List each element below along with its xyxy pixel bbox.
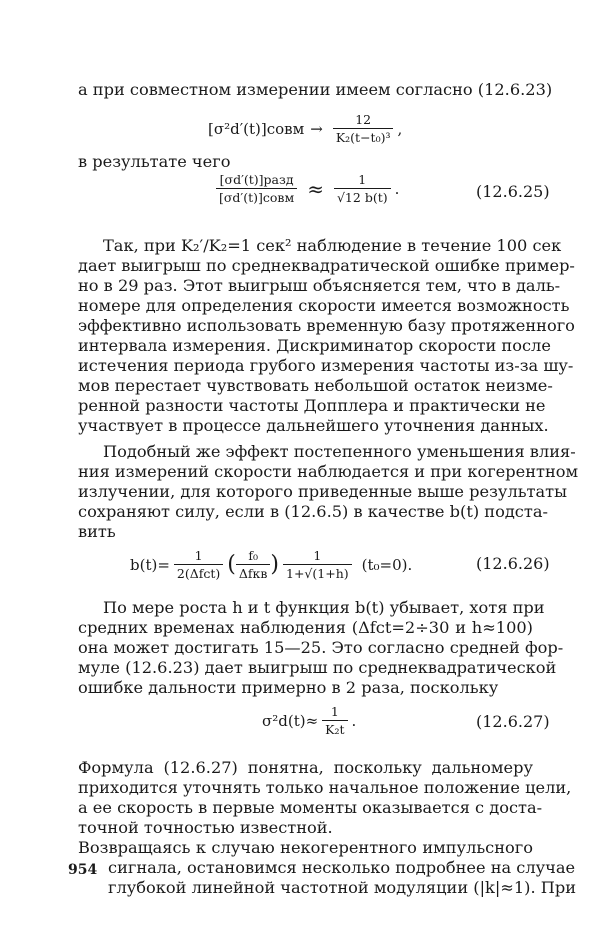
eq-tail: . bbox=[394, 179, 400, 198]
text-line: она может достигать 15—25. Это согласно средней фор- bbox=[78, 638, 564, 657]
eq-condition: (t₀=0). bbox=[361, 555, 413, 574]
eq-fraction bbox=[236, 548, 271, 581]
text-line: а при совместном измерении имеем согласно (12.6.23) bbox=[78, 80, 553, 99]
text-line: сигнала, остановимся несколько подробнее на случае bbox=[108, 858, 576, 877]
eq-fraction bbox=[283, 548, 352, 581]
text-line: эффективно использовать временную базу протяженного bbox=[78, 316, 575, 335]
eq-denominator: Δfкв bbox=[236, 564, 271, 581]
text-line: интервала измерения. Дискриминатор скорости после bbox=[78, 336, 551, 355]
text-line: Так, при K₂′/K₂=1 сек² наблюдение в течение 100 сек bbox=[103, 236, 562, 255]
eq-denominator: K₂(t−t₀)³ bbox=[333, 128, 394, 145]
eq-fraction bbox=[216, 172, 297, 205]
text-line: дает выигрыш по среднеквадратической ошибке пример- bbox=[78, 256, 575, 275]
text-line: мов перестает чувствовать небольшой остаток неизме- bbox=[78, 376, 553, 395]
eq-denominator: 2(Δfᴄt) bbox=[174, 564, 223, 581]
eq-tail: . bbox=[351, 711, 357, 730]
eq-numerator: f₀ bbox=[248, 548, 258, 563]
text-line: истечения периода грубого измерения частоты из-за шу- bbox=[78, 356, 574, 375]
eq-fraction bbox=[322, 704, 347, 737]
eq-denominator: [σd′(t)]совм bbox=[216, 188, 297, 205]
text-line: приходится уточнять только начальное положение цели, bbox=[78, 778, 572, 797]
text-line: в результате чего bbox=[78, 152, 231, 171]
text-line: ренной разности частоты Допплера и практически не bbox=[78, 396, 546, 415]
equation-number: (12.6.25) bbox=[476, 182, 550, 201]
equation-12-6-26: b(t)= $\frac{1}{\text{2(Δfᴄt)}}$ ( $\frac{\text{f₀}}{\text{Δfкв}}$ ) $\frac{1}{1+√(1+h)}$ (t₀=0). bbox=[130, 548, 413, 581]
text-line: Формула (12.6.27) понятна, поскольку дальномеру bbox=[78, 758, 533, 777]
eq-numerator: 12 bbox=[355, 112, 372, 127]
eq-denominator: 1+√(1+h) bbox=[283, 564, 352, 581]
eq-fraction bbox=[333, 112, 394, 145]
text-line: точной точностью известной. bbox=[78, 818, 333, 837]
text-line: вить bbox=[78, 522, 116, 541]
text-line: муле (12.6.23) дает выигрыш по среднеквадратической bbox=[78, 658, 557, 677]
text-line: номере для определения скорости имеется возможность bbox=[78, 296, 570, 315]
text-line: но в 29 раз. Этот выигрыш объясняется тем, что в даль- bbox=[78, 276, 561, 295]
text-line: Возвращаясь к случаю некогерентного импульсного bbox=[78, 838, 533, 857]
text-line: средних временах наблюдения (Δfᴄt=2÷30 и h≈100) bbox=[78, 618, 533, 637]
equation-12-6-25 bbox=[212, 172, 399, 205]
eq-numerator: 1 bbox=[330, 704, 339, 719]
eq-numerator: 1 bbox=[358, 172, 367, 187]
equation-number: (12.6.27) bbox=[476, 712, 550, 731]
text-line: а ее скорость в первые моменты оказывается с доста- bbox=[78, 798, 543, 817]
eq-tail: , bbox=[397, 119, 403, 138]
text-line: глубокой линейной частотной модуляции (|k|≈1). При bbox=[108, 878, 577, 897]
text-line: сохраняют силу, если в (12.6.5) в качестве b(t) подста- bbox=[78, 502, 548, 521]
text-line: участвует в процессе дальнейшего уточнения данных. bbox=[78, 416, 549, 435]
eq-denominator: √12 b(t) bbox=[334, 188, 391, 205]
text-line: излучении, для которого приведенные выше результаты bbox=[78, 482, 567, 501]
text-line: По мере роста h и t функция b(t) убывает, хотя при bbox=[103, 598, 545, 617]
eq-fraction bbox=[334, 172, 391, 205]
eq-numerator: [σd′(t)]разд bbox=[219, 172, 294, 187]
equation-number: (12.6.26) bbox=[476, 554, 550, 573]
page-number: 954 bbox=[68, 862, 98, 878]
eq-approx: ≈ bbox=[307, 176, 324, 201]
eq-lhs: [σ²d′(t)]совм bbox=[208, 119, 305, 138]
text-line: ошибке дальности примерно в 2 раза, поскольку bbox=[78, 678, 499, 697]
equation-12-6-27 bbox=[262, 704, 356, 737]
eq-arrow: → bbox=[310, 119, 323, 138]
eq-lhs: σ²d(t)≈ bbox=[262, 711, 319, 730]
eq-fraction bbox=[174, 548, 223, 581]
text-line: Подобный же эффект постепенного уменьшения влия- bbox=[103, 442, 576, 461]
equation-sigma-joint bbox=[208, 112, 402, 145]
eq-numerator: 1 bbox=[194, 548, 203, 563]
text-line: ния измерений скорости наблюдается и при когерентном bbox=[78, 462, 579, 481]
eq-lhs: b(t)= bbox=[130, 555, 170, 574]
eq-numerator: 1 bbox=[313, 548, 322, 563]
eq-denominator: K₂t bbox=[322, 720, 347, 737]
